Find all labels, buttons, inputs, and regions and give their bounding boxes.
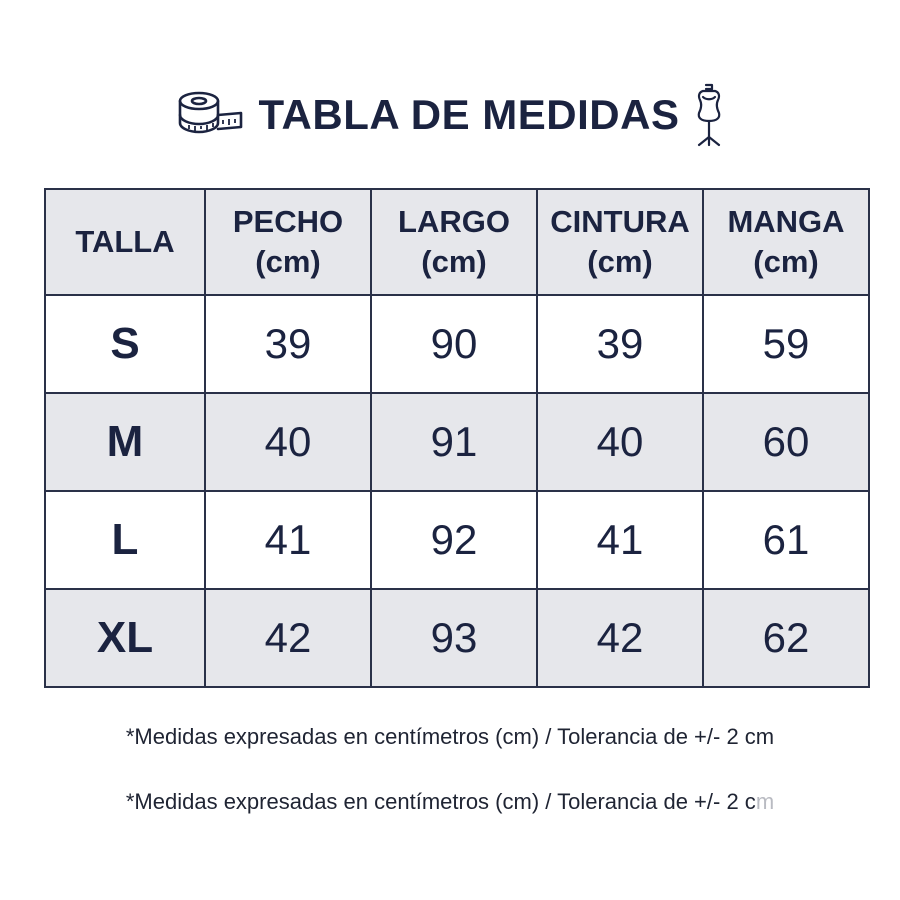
table-row	[45, 295, 869, 393]
header-largo: LARGO (cm)	[371, 189, 537, 295]
table-row	[45, 589, 869, 687]
largo-value: 91	[371, 393, 537, 491]
cintura-value: 39	[537, 295, 703, 393]
cintura-value: 40	[537, 393, 703, 491]
manga-value: 59	[703, 295, 869, 393]
page-title: TABLA DE MEDIDAS	[258, 91, 680, 138]
tolerance-note-repeat-tail: m	[755, 789, 775, 814]
tolerance-note-repeat-text: *Medidas expresadas en centímetros (cm) / Tolerancia de +/- 2 c	[125, 789, 756, 814]
header-manga: MANGA (cm)	[703, 189, 869, 295]
largo-value: 90	[371, 295, 537, 393]
header-talla: TALLA	[45, 189, 205, 295]
measuring-tape-icon	[177, 89, 245, 141]
table-row	[45, 393, 869, 491]
manga-value: 60	[703, 393, 869, 491]
size-label: M	[45, 393, 205, 491]
cintura-value: 42	[537, 589, 703, 687]
pecho-value: 41	[205, 491, 371, 589]
largo-value: 93	[371, 589, 537, 687]
pecho-value: 42	[205, 589, 371, 687]
size-chart-table	[44, 188, 870, 688]
table-row	[45, 491, 869, 589]
dress-form-icon	[694, 83, 724, 147]
tolerance-note-repeat	[0, 789, 900, 815]
pecho-value: 39	[205, 295, 371, 393]
size-label: L	[45, 491, 205, 589]
cintura-value: 41	[537, 491, 703, 589]
header-pecho: PECHO (cm)	[205, 189, 371, 295]
title-row	[0, 80, 900, 150]
tolerance-note: *Medidas expresadas en centímetros (cm) / Tolerancia de +/- 2 cm	[125, 724, 775, 749]
largo-value: 92	[371, 491, 537, 589]
table-header-row	[45, 189, 869, 295]
size-label: XL	[45, 589, 205, 687]
manga-value: 62	[703, 589, 869, 687]
pecho-value: 40	[205, 393, 371, 491]
size-label: S	[45, 295, 205, 393]
header-cintura: CINTURA (cm)	[537, 189, 703, 295]
manga-value: 61	[703, 491, 869, 589]
